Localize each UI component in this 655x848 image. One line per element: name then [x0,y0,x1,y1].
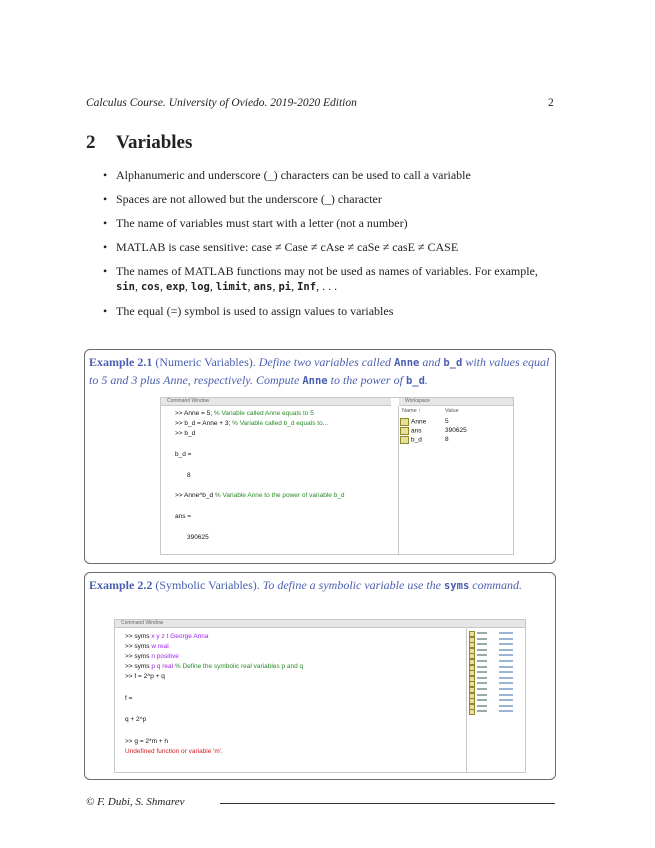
variable-name-placeholder [477,666,487,668]
command-window [115,628,467,772]
workspace-row[interactable] [469,688,519,691]
code-token: syms [443,580,470,592]
bullet-item: • The equal (=) symbol is used to assign values to variables [100,304,560,319]
output-line: ans = [175,513,192,520]
section-title: Variables [116,132,193,153]
example-statement: Example 2.2 (Symbolic Variables). To define a symbolic variable use the syms command. [89,578,522,592]
variable-value-placeholder [499,654,513,656]
command-line: >> Anne = 5; % Variable called Anne equals to 5 [175,410,314,417]
variable-value-placeholder [499,710,513,712]
workspace-row[interactable] [469,638,519,641]
variable-icon [469,709,475,715]
bullet-list [100,168,560,328]
workspace-row[interactable] [469,682,519,685]
example-label: Example 2.1 [89,355,153,369]
example-statement: Example 2.1 (Numeric Variables). Define two variables called Anne and b_d with values equal to 5 and 3 plus Anne, respectively. Compute Anne to the power of b_d. [89,355,550,387]
command-line: >> syms x y z t George Anna [125,633,209,640]
workspace-row[interactable] [469,632,519,635]
workspace-row[interactable] [469,666,519,669]
variable-value-placeholder [499,682,513,684]
variable-name-placeholder [477,632,487,634]
workspace-row[interactable] [469,654,519,657]
function-name: sin [116,281,135,293]
variable-value-placeholder [499,688,513,690]
command-line: >> Anne^b_d % Variable Anne to the power of variable b_d [175,492,345,499]
workspace-row[interactable]: ans [400,427,421,435]
variable-name-placeholder [477,688,487,690]
example-kind: (Numeric Variables). [155,355,256,369]
function-name: ans [253,281,273,293]
example-label: Example 2.2 [89,578,153,592]
function-name: log [190,281,210,293]
variable-name-placeholder [477,654,487,656]
variable-value-placeholder [499,649,513,651]
title-bar: Command Window [161,398,391,406]
command-window [161,406,399,554]
variable-value-placeholder [499,666,513,668]
workspace-panel [399,406,513,554]
variable-icon [400,418,409,426]
ws-value-header: Value [445,408,459,414]
code-token: b_d [443,357,463,369]
variable-value-placeholder [499,699,513,701]
example-box-symbolic [84,572,556,780]
variable-name-placeholder [477,694,487,696]
example-kind: (Symbolic Variables). [155,578,260,592]
example-box-numeric [84,349,556,564]
variable-value-placeholder [499,677,513,679]
workspace-row[interactable]: b_d [400,436,422,444]
workspace-panel [467,628,525,772]
workspace-row[interactable] [469,671,519,674]
variable-name-placeholder [477,638,487,640]
workspace-row[interactable] [469,649,519,652]
error-message: Undefined function or variable 'm'. [125,748,223,755]
code-token: b_d [405,375,425,387]
bullet-item: • Spaces are not allowed but the underscore (_) character [100,192,560,207]
variable-value-placeholder [499,671,513,673]
matlab-screenshot-numeric [160,397,514,555]
variable-name-placeholder [477,682,487,684]
workspace-row[interactable] [469,699,519,702]
footer-rule [220,803,555,804]
function-name: exp [165,281,185,293]
bullet-item: • Alphanumeric and underscore (_) characters can be used to call a variable [100,168,560,183]
title-bar: Command Window [115,620,467,628]
variable-value-placeholder [499,694,513,696]
function-name: limit [215,281,248,293]
variable-name-placeholder [477,643,487,645]
variable-name-placeholder [477,677,487,679]
matlab-screenshot-symbolic [114,619,526,773]
command-line: >> g = 2*m + h [125,738,169,745]
workspace-value: 8 [445,436,449,443]
workspace-row[interactable] [469,694,519,697]
workspace-value: 390625 [445,427,467,434]
function-name: pi [278,281,292,293]
variable-icon [400,436,409,444]
page-number: 2 [548,97,554,109]
output-value: 8 [187,472,191,479]
workspace-value: 5 [445,418,449,425]
workspace-title-bar [467,620,525,628]
output-value: q + 2^p [125,716,147,723]
command-line: >> f = 2^p + q [125,673,165,680]
command-line: >> syms p q real % Define the symbolic real variables p and q [125,663,304,670]
bullet-item: • MATLAB is case sensitive: case ≠ Case ≠ cAse ≠ caSe ≠ casE ≠ CASE [100,240,560,255]
variable-value-placeholder [499,632,513,634]
command-line: >> b_d = Anne + 3; % Variable called b_d equals to... [175,420,329,427]
variable-name-placeholder [477,705,487,707]
output-line: b_d = [175,451,192,458]
command-line: >> b_d [175,430,196,437]
variable-name-placeholder [477,660,487,662]
footer-authors: © F. Dubi, S. Shmarev [86,796,185,808]
running-header-title: Calculus Course. University of Oviedo. 2019-2020 Edition [86,97,357,109]
code-token: Anne [302,375,328,387]
workspace-row[interactable] [469,643,519,646]
bullet-item: • The name of variables must start with a letter (not a number) [100,216,560,231]
section-number: 2 [86,132,96,153]
variable-value-placeholder [499,643,513,645]
command-line: >> syms n positive [125,653,179,660]
command-line: >> syms w real [125,643,169,650]
variable-name-placeholder [477,649,487,651]
variable-name-placeholder [477,699,487,701]
ws-name-header: Name ↑ [402,408,421,414]
output-line: f = [125,695,133,702]
variable-icon [400,427,409,435]
bullet-item: • The names of MATLAB functions may not be used as names of variables. For example, sin, cos, exp, log, limit, ans, pi, Inf, . . . [100,264,560,295]
output-value: 390625 [187,534,209,541]
function-name: Inf [297,281,317,293]
variable-name-placeholder [477,710,487,712]
workspace-row[interactable] [469,710,519,713]
variable-value-placeholder [499,638,513,640]
variable-value-placeholder [499,705,513,707]
variable-value-placeholder [499,660,513,662]
code-token: Anne [394,357,420,369]
workspace-title-bar: Workspace [399,398,513,406]
workspace-row[interactable] [469,705,519,708]
function-name: cos [140,281,160,293]
workspace-row[interactable] [469,677,519,680]
variable-name-placeholder [477,671,487,673]
workspace-row[interactable]: Anne [400,418,426,426]
workspace-row[interactable] [469,660,519,663]
